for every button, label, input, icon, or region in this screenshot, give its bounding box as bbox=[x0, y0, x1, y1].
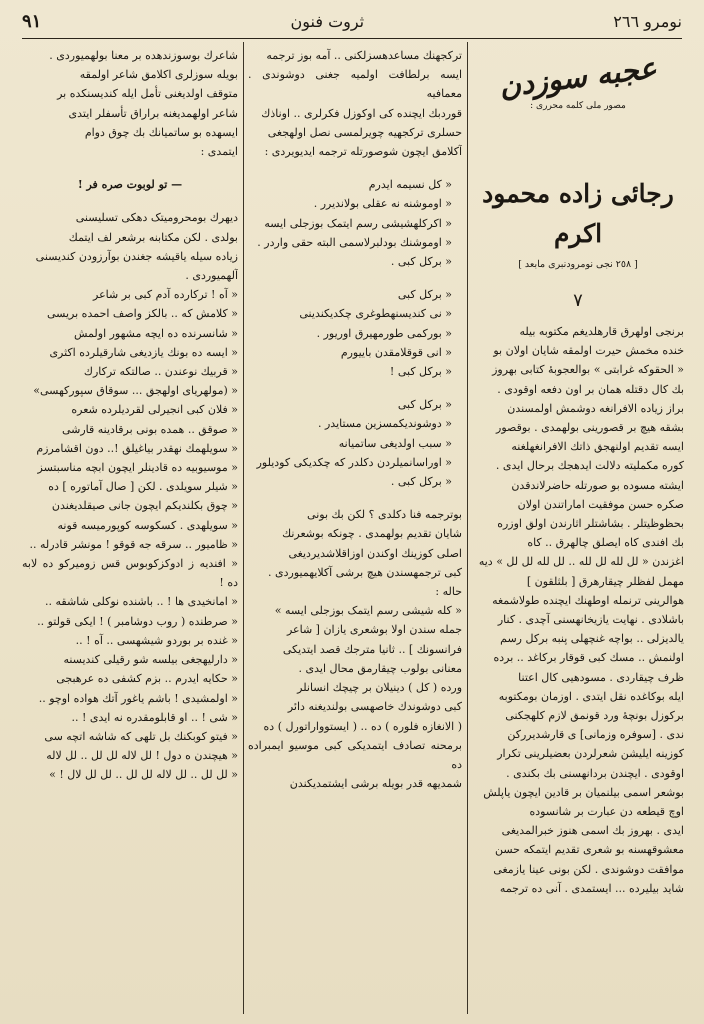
text-line: ایله بوکاغده نقل ایتدی . اوزمان بومکتوبه bbox=[498, 689, 684, 703]
text-line: دیهرك بومحرومیتک دهکی تسلیسنی bbox=[75, 211, 238, 225]
text-line: بوترجمه فنا دکلدی ؟ لکن بك بونی bbox=[307, 508, 462, 522]
text-line: ورده ( کل ) دینیلان بر چیچك انسانلر bbox=[297, 681, 462, 695]
column-divider bbox=[243, 42, 244, 1014]
text-line: « صرطنده ( روب دوشامبر ) ! ایکی قولتو .. bbox=[37, 614, 238, 628]
text-line: بوشعر اسمی بیلنمیان بر قادین ایچون یاپلش bbox=[483, 785, 684, 799]
text-line: ندی . [سوفره وزمانی] ی قارشدیررکن bbox=[507, 728, 684, 742]
text-line: « برکل کبی bbox=[397, 398, 452, 412]
text-line: اوقودی . ایچندن بردانهسنی بك بکندی . bbox=[506, 766, 684, 780]
text-line: « برکل کبی . bbox=[390, 475, 452, 489]
text-line: ظرف چیقاردی . مسودهیی کال اعتنا bbox=[518, 670, 684, 684]
text-line: « افندیه ز ادوکزکوبوس قس زومیرکو ده لابه ده ! bbox=[22, 557, 238, 590]
text-line: بولدی . لکن مکتابنه برشعر لف ایتمك bbox=[68, 230, 238, 244]
text-line: « برکل کبی . bbox=[390, 255, 452, 269]
text-line: « اوموشنك بودلبرلاسمی البته حقی واردر . bbox=[257, 235, 452, 249]
text-line: « اولمشیدی ! باشم یاغور آتك هواده اوچو .. bbox=[38, 691, 238, 705]
text-line: شمدیهه قدر بویله برشی ایشتمدیکندن bbox=[289, 777, 462, 791]
text-line: « موسیوبیه ده قادینلر ایچون ابچه مناسبتسز bbox=[37, 461, 238, 475]
text-line: جمله سندن اولا بوشعری یازان [ شاعر bbox=[286, 623, 462, 637]
continuation-note: [ ۲٥۸ نجی نومرودنبری مابعد ] bbox=[518, 259, 638, 270]
text-line: خنده مخمش حیرت اولمقه شایان اولان بو bbox=[493, 344, 684, 358]
text-line: بحظوظیتلر . بشاشتلر اثارندن اولق اوزره bbox=[497, 517, 684, 531]
text-line: « امانخیدی ها ! .. باشنده نوکلی شاشقه .. bbox=[45, 595, 238, 609]
text-line: « غنده بر بوردو شیشهسی .. آه ! .. bbox=[75, 633, 238, 647]
text-line: — تو لوبوت صره فر ! bbox=[77, 178, 183, 192]
text-line: ایشته مسوده بو صورتله حاضرلاندقدن bbox=[511, 478, 684, 492]
text-line: ( الانغازه فلوره ) ده .. ( ایستوواراتورل ) ده bbox=[263, 719, 462, 733]
column-right-body bbox=[472, 322, 684, 898]
column-right bbox=[472, 46, 684, 1010]
text-line: باشلادی . نهایت یازیخانهسنی آچدی . کنار bbox=[497, 613, 684, 627]
page-header bbox=[22, 8, 682, 34]
text-line: شایان تقدیم بولهمدی . چونکه بوشعرنك bbox=[282, 527, 462, 541]
text-line: ایسهده بو ساتمیانك بك چوق دوام bbox=[84, 125, 238, 139]
text-line: « اکرکلهشیشی رسم ایتمک بوزجلی ایسه bbox=[264, 216, 452, 230]
masthead-title: عجبه سوزدن bbox=[497, 50, 659, 104]
text-line: اولنمش .. مسك کبی قوقار برکاغد .. برده bbox=[493, 651, 684, 665]
text-line: « لل لل .. لل لاله لل لل .. لل لل لال ! » bbox=[49, 768, 238, 782]
text-line: « ایسه ده بونك یازدیغی شارقیلرده اکثری bbox=[49, 345, 238, 359]
text-line: متوقف اولدیغنی تأمل ایله کندیسنکده بر bbox=[57, 87, 238, 101]
text-line: بك كال دقتله همان بر اون دفعه اوقودی . bbox=[497, 382, 684, 396]
text-line: « الحقوکه غرابتی » بوالعجوبهٔ کتابی بهروز bbox=[492, 363, 684, 377]
stanza-gap bbox=[22, 161, 238, 175]
column-divider bbox=[467, 42, 468, 1014]
text-line: « شی ! .. او قابلومقدره نه ایدی ! .. bbox=[71, 710, 238, 724]
text-line: آلهمیوردی . bbox=[185, 269, 238, 283]
masthead-subtitle: مصور ملی کلمه محرری : bbox=[530, 101, 626, 111]
text-line: « سویلهمك نهقدر بیاغیلق !.. دون اقشامرزم bbox=[36, 441, 238, 455]
text-line: « هیچندن ه دول ! لل لاله لل لل .. لل لاله bbox=[46, 749, 238, 763]
header-rule bbox=[22, 38, 682, 39]
text-line: « آه ! ترکارده آدم کبی بر شاعر bbox=[93, 288, 238, 302]
text-line: اصلی کوزینك اوکندن اوزاقلاشدیردیغی bbox=[288, 546, 462, 560]
text-line: « انی قوقلامقدن باییورم bbox=[340, 345, 452, 359]
text-line: « شانسرنده ده ایچه مشهور اولمش bbox=[74, 326, 238, 340]
text-line: « نی کندیسنهطوغری چکدیکندینی bbox=[299, 307, 452, 321]
text-line: « چوق بکلندیکم ایچون جانی صیقلدیغندن bbox=[51, 499, 238, 513]
text-line: شاعرك بوسوزندهده بر معنا بولهمیوردی . bbox=[49, 49, 238, 62]
issue-number: نومرو ۲٦٦ bbox=[613, 11, 682, 31]
text-line: « کلامش که .. بالکز واصف احمده بریسی bbox=[47, 307, 238, 321]
text-line: حاله : bbox=[435, 585, 462, 599]
text-line: « شیلر سویلدی . لکن [ صال آماتوره ] ده bbox=[48, 480, 238, 494]
stanza-gap bbox=[22, 194, 238, 208]
author-name: رجائی زاده محمود اکرم bbox=[482, 179, 674, 248]
text-line: بویله سوزلری اکلامق شاعر اولمقه bbox=[79, 68, 238, 82]
stanza-gap bbox=[248, 491, 462, 505]
text-line: بشقه هیچ بر قصورینی بولهمدی . بوقصور bbox=[496, 421, 684, 435]
text-line: شاید بیلیرده ... ایستمدی . آنی ده ترجمه bbox=[499, 881, 684, 895]
text-line: موافقت دوشوندی . لکن بونی عینا یازمغی bbox=[493, 862, 684, 876]
publication-title: ثروت فنون bbox=[290, 11, 365, 31]
text-line: « فلان کبی انجیرلی لقردیلرده شعره bbox=[71, 403, 238, 417]
text-line: ترکجهنك مساعدهسزلکنی .. آمه بوز ترجمه bbox=[266, 49, 462, 62]
text-line: اوچ قیطعه دن عبارت بر شانسوده bbox=[529, 805, 684, 819]
column-left-body bbox=[22, 46, 238, 785]
text-line: معشوقهسنه بو شعری تقدیم ایتمکه حسن bbox=[494, 843, 684, 857]
text-line: معنانی بولوب چیقارمق محال ایدی . bbox=[298, 661, 462, 675]
text-line: « اوموشنه نه عقلی بولاندیرر . bbox=[313, 197, 452, 211]
text-line: کوزینه ایلیشن شعرلردن بعضیلرینی تکرار bbox=[497, 747, 684, 761]
page-number: ٩١ bbox=[22, 10, 42, 32]
text-line: « بورکمی طورمهیرق اوریور . bbox=[316, 326, 452, 340]
text-line: ایسه برلطافت اولمیه جغنی دوشوندی . معمافیه bbox=[248, 68, 462, 101]
column-left bbox=[22, 46, 238, 1010]
text-line: « حکایه ایدرم .. بزم کشفی ده عرهبجی bbox=[56, 672, 238, 686]
text-line: « (مولهریای اولهجق ... سوقاق سپورکهسی» bbox=[33, 384, 238, 398]
text-line: « فیتو کوبکنك بل تلهی که شاشه اتچه سی bbox=[44, 729, 238, 743]
text-line: آکلامق ایچون شوصورتله ترجمه ایدیویردی : bbox=[264, 145, 462, 159]
column-middle bbox=[248, 46, 462, 1010]
text-line: « دارلیهجغی بیلسه شو رقیلی کندیسنه bbox=[63, 653, 238, 667]
text-line: کبی ترجمهسندن هیچ برشی آکلایهمیوردی . bbox=[268, 565, 462, 579]
text-line: « ظامیور .. سرقه جه قوقو ! مونشر قادرله .. bbox=[29, 537, 238, 551]
text-line: قوردبك ایچنده کی اوکوزل فکرلری .. اوناذك bbox=[261, 106, 462, 120]
text-line: مهمل لفظلر چیقارهرق [ بلثلقون ] bbox=[526, 574, 684, 588]
stanza-gap bbox=[248, 381, 462, 395]
text-line: « برکل کبی bbox=[397, 288, 452, 302]
text-line: « کله شیشی رسم ایتمک بوزجلی ایسه » bbox=[274, 604, 462, 618]
column-middle-body bbox=[248, 46, 462, 793]
text-line: ایتمدی : bbox=[200, 145, 238, 159]
text-line: فرانسونك ] .. ثانیا مترجك قصد ایتدیکی bbox=[282, 642, 462, 656]
text-line: ایدی . بهروز بك اسمی هنوز خبرالمدیغی bbox=[501, 824, 684, 838]
text-line: « سویلهدی . کسکوسه کوپورمیسه قونه bbox=[57, 518, 238, 532]
text-line: « برکل کبی ! bbox=[389, 365, 452, 379]
text-line: « قربیك نوعندن .. صالتکه ترکارك bbox=[83, 365, 238, 379]
text-line: حسلری ترکجهیه چویرلمسی نصل اولهجغی bbox=[267, 125, 462, 139]
stanza-gap bbox=[248, 271, 462, 285]
text-line: « کل نسیمه ایدرم bbox=[368, 178, 452, 192]
text-line: « سبب اولدیغی ساتمیانه bbox=[338, 436, 452, 450]
text-line: ایسه تقدیم اولنهجق ذاتك الافرانغهلغنه bbox=[511, 440, 684, 454]
text-line: صکره حسن موفقیت اماراتندن اولان bbox=[517, 497, 684, 511]
text-line: براز زیاده الافرانغه دوشمش اولمسندن bbox=[507, 401, 684, 415]
stanza-gap bbox=[248, 161, 462, 175]
text-line: زیاده سیله یاقیشه جغندن بوآرزودن کندیسنی bbox=[35, 249, 238, 263]
text-line: « دوشوندیکمسزین مستایدر . bbox=[318, 417, 452, 431]
section-number: ۷ bbox=[573, 290, 583, 311]
text-line: بك افندی کاه ایصلق چالهرق .. کاه bbox=[527, 536, 684, 550]
text-line: برنجی اولهرق قارهلدیغم مکتوبه بیله bbox=[519, 325, 684, 338]
text-line: کبی دوشوندك خاصهسی بولندیغنه دائر bbox=[287, 700, 462, 714]
text-line: شاعر اولهمدیغنه براراق تأسفلر ایتدی bbox=[68, 106, 238, 120]
text-line: « صوقق .. همده بونی برقادینه قارشی bbox=[61, 422, 238, 436]
text-line: کوره مکملیته دلالت ایدهجك برحال ایدی . bbox=[495, 459, 684, 473]
text-line: برکوزل بونچهٔ ورد قونمق لازم کلهجکنی bbox=[505, 709, 684, 723]
text-line: هوالرینی ترنمله اوطهنك ایچنده طولاشمغه bbox=[492, 593, 684, 607]
text-line: یالدیزلی .. بواچه غنچهلی پنبه برکل رسم bbox=[500, 632, 684, 646]
text-line: برمحنه تصادف ایتمدیکی کبی موسیو ایمبراده ده bbox=[248, 738, 462, 771]
text-line: اغزندن « لل لله لل لله .. لل لله لل لل » دیه bbox=[478, 555, 684, 569]
masthead bbox=[472, 46, 684, 172]
text-line: « اوراسانمیلردن دکلدر که چکدیکی کودیلور bbox=[256, 455, 452, 469]
